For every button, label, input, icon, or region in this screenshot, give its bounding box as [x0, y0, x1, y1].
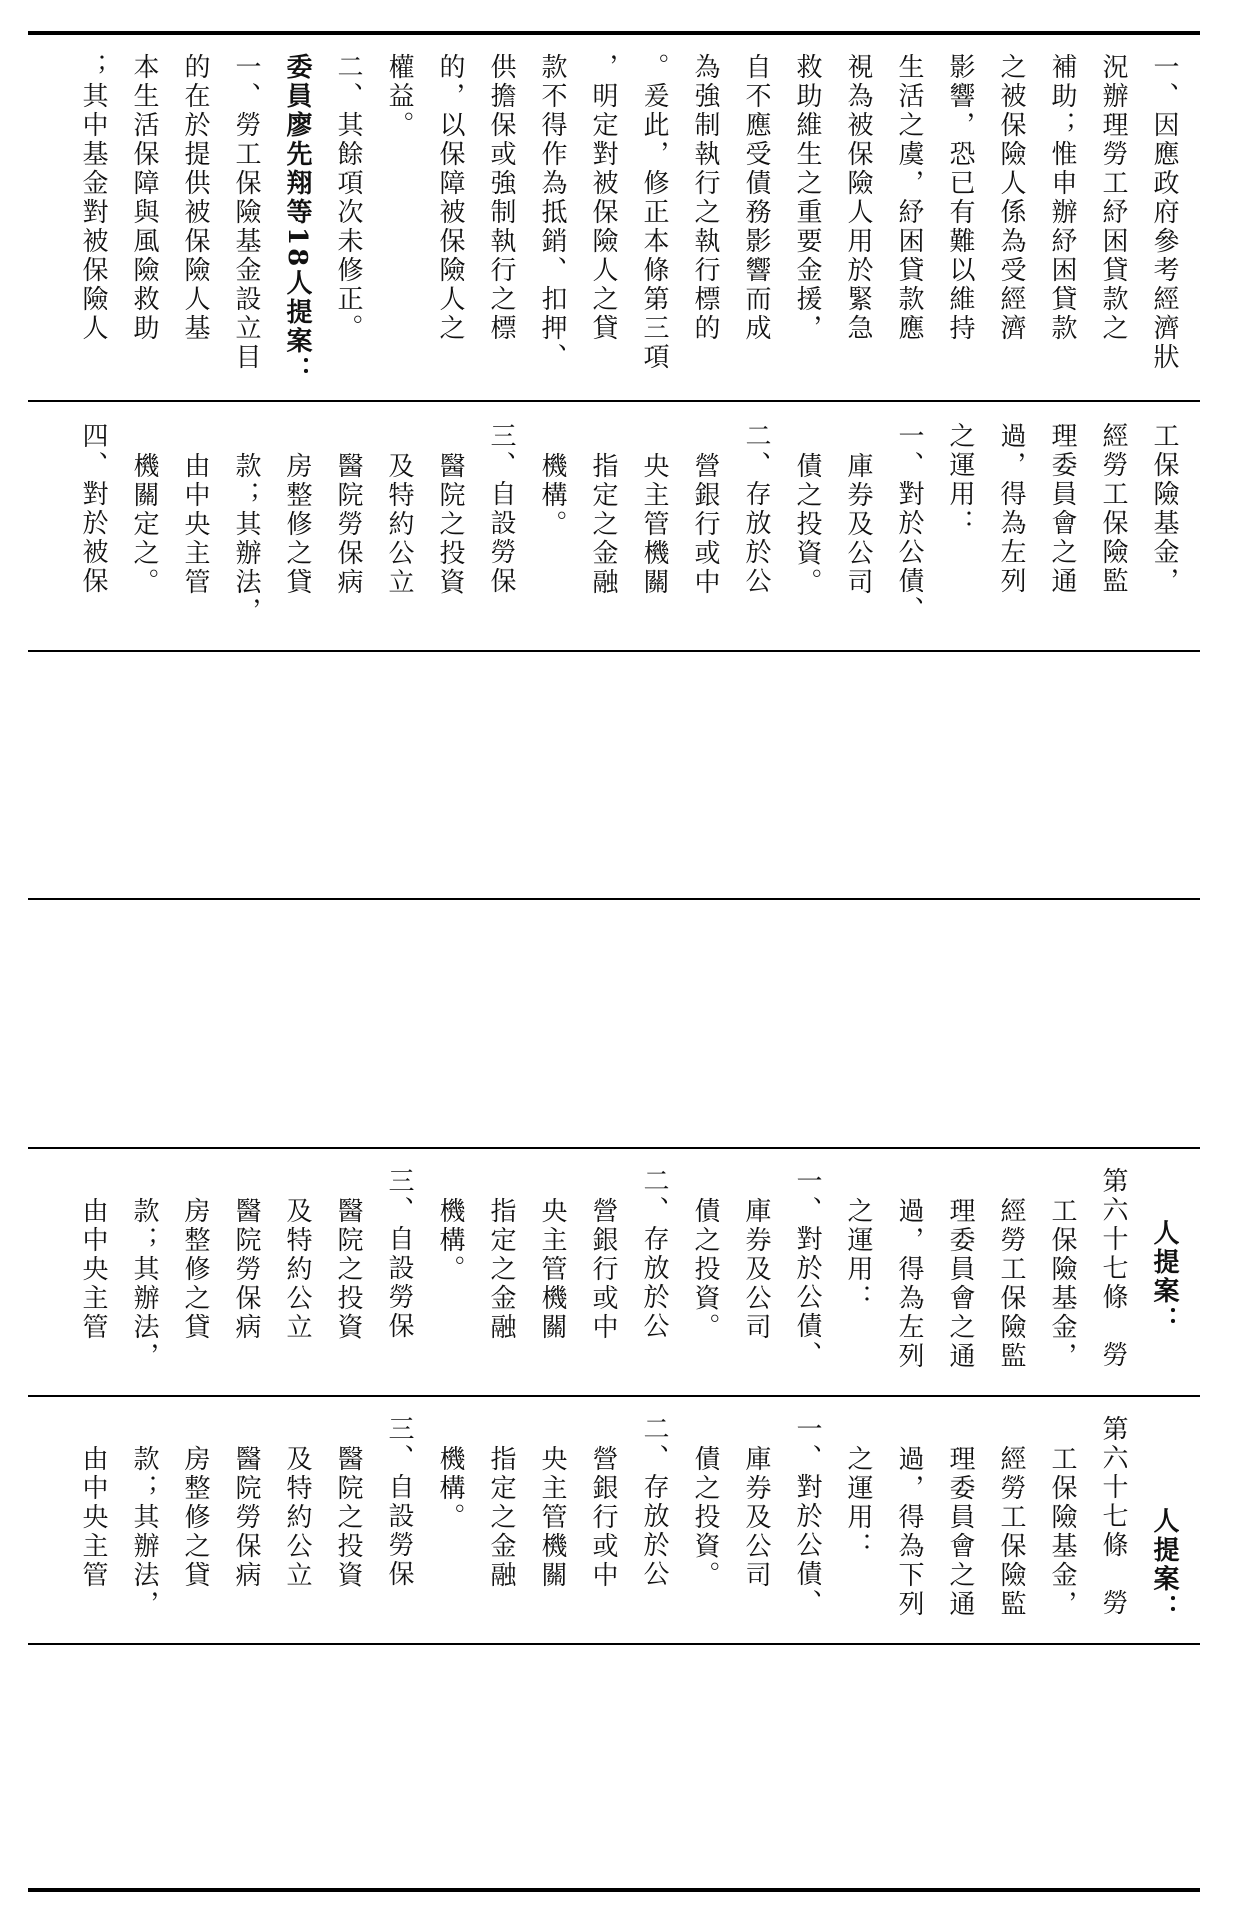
text-column: 三、自設勞保 [486, 422, 516, 596]
text-column: 央主管機關 [639, 452, 669, 597]
text-column: 自不應受債務影響而成 [741, 53, 771, 343]
text-column: 指定之金融 [588, 452, 618, 597]
text-column: 一、勞工保險基金設立目 [231, 53, 261, 372]
text-column: 醫院之投資 [435, 452, 465, 597]
text-column: 救助維生之重要金援， [792, 53, 822, 343]
bottom-rule [28, 1888, 1200, 1892]
empty-band-1 [28, 652, 1200, 898]
text-column: 醫院勞保病 [231, 1197, 261, 1342]
text-column: 機構。 [435, 1197, 465, 1284]
text-column: 理委員會之通 [1047, 422, 1077, 596]
text-column: 房整修之貸 [180, 1445, 210, 1590]
proposer-heading: 人提案： [1149, 1507, 1179, 1623]
text-column: 四、對於被保 [78, 422, 108, 596]
text-column: 款；其辦法， [129, 1445, 159, 1619]
text-column: 第六十七條 勞 [1098, 1415, 1128, 1618]
text-column: 款；其辦法， [129, 1197, 159, 1371]
text-column: 機構。 [537, 452, 567, 539]
text-column: 之運用： [843, 1197, 873, 1313]
text-column: 房整修之貸 [282, 452, 312, 597]
text-column: 經勞工保險監 [996, 1197, 1026, 1371]
text-column: 工保險基金， [1047, 1445, 1077, 1619]
text-column: 為強制執行之執行標的 [690, 53, 720, 343]
text-column: 營銀行或中 [690, 452, 720, 597]
text-column: 過，得為下列 [894, 1445, 924, 1619]
text-column: 的，以保障被保險人之 [435, 53, 465, 343]
text-column: 一、對於公債、 [792, 1167, 822, 1370]
text-column: 營銀行或中 [588, 1445, 618, 1590]
proposer-heading: 人提案： [1149, 1219, 1179, 1335]
text-column: 營銀行或中 [588, 1197, 618, 1342]
text-column: 庫券及公司 [741, 1197, 771, 1342]
empty-band-2 [28, 900, 1200, 1147]
text-column: 況辦理勞工紓困貸款之 [1098, 53, 1128, 343]
text-column: 過，得為左列 [996, 422, 1026, 596]
text-column: 之運用： [945, 422, 975, 538]
text-column: 理委員會之通 [945, 1445, 975, 1619]
text-column: 庫券及公司 [741, 1445, 771, 1590]
text-column: 房整修之貸 [180, 1197, 210, 1342]
text-column: 三、自設勞保 [384, 1167, 414, 1341]
text-column: 及特約公立 [282, 1197, 312, 1342]
explanation-panel [28, 35, 1200, 400]
text-column: 一、因應政府參考經濟狀 [1149, 53, 1179, 372]
text-column: 影響，恐已有難以維持 [945, 53, 975, 343]
text-column: 醫院勞保病 [333, 452, 363, 597]
text-column: 權益。 [384, 53, 414, 140]
text-column: 指定之金融 [486, 1197, 516, 1342]
text-column: 第六十七條 勞 [1098, 1167, 1128, 1370]
current-article-panel [28, 402, 1200, 650]
text-column: 。爰此，修正本條第三項 [639, 53, 669, 372]
text-column: 指定之金融 [486, 1445, 516, 1590]
text-column: 過，得為左列 [894, 1197, 924, 1371]
text-column: 補助；惟申辦紓困貸款 [1047, 53, 1077, 343]
text-column: 庫券及公司 [843, 452, 873, 597]
text-column: 之運用： [843, 1445, 873, 1561]
text-column: ；其中基金對被保險人 [78, 53, 108, 343]
proposal-panel-a [28, 1397, 1200, 1643]
text-column: 經勞工保險監 [996, 1445, 1026, 1619]
text-column: 及特約公立 [384, 452, 414, 597]
text-column: 工保險基金， [1149, 422, 1179, 596]
text-column: 機構。 [435, 1445, 465, 1532]
text-column: 債之投資。 [792, 452, 822, 597]
text-column: 一、對於公債、 [894, 422, 924, 625]
text-column: 一、對於公債、 [792, 1415, 822, 1618]
text-column: 二、存放於公 [639, 1167, 669, 1341]
proposal-panel-b [28, 1149, 1200, 1395]
text-column: 債之投資。 [690, 1445, 720, 1590]
text-column: 款；其辦法， [231, 452, 261, 626]
text-column: 央主管機關 [537, 1445, 567, 1590]
text-column: 機關定之。 [129, 452, 159, 597]
empty-band-3 [28, 1645, 1200, 1888]
text-column: 經勞工保險監 [1098, 422, 1128, 596]
text-column: 及特約公立 [282, 1445, 312, 1590]
text-column: ，明定對被保險人之貸 [588, 53, 618, 343]
proposer-heading: 委員廖先翔等18人提案： [282, 53, 312, 386]
text-column: 二、存放於公 [741, 422, 771, 596]
text-column: 由中央主管 [180, 452, 210, 597]
text-column: 二、存放於公 [639, 1415, 669, 1589]
text-column: 二、其餘項次未修正。 [333, 53, 363, 343]
text-column: 生活之虞，紓困貸款應 [894, 53, 924, 343]
text-column: 醫院之投資 [333, 1197, 363, 1342]
text-column: 三、自設勞保 [384, 1415, 414, 1589]
text-column: 醫院勞保病 [231, 1445, 261, 1590]
text-column: 工保險基金， [1047, 1197, 1077, 1371]
text-column: 理委員會之通 [945, 1197, 975, 1371]
text-column: 供擔保或強制執行之標 [486, 53, 516, 343]
text-column: 之被保險人係為受經濟 [996, 53, 1026, 343]
text-column: 的在於提供被保險人基 [180, 53, 210, 343]
text-column: 由中央主管 [78, 1445, 108, 1590]
text-column: 由中央主管 [78, 1197, 108, 1342]
text-column: 款不得作為抵銷、扣押、 [537, 53, 567, 372]
text-column: 本生活保障與風險救助 [129, 53, 159, 343]
text-column: 央主管機關 [537, 1197, 567, 1342]
text-column: 債之投資。 [690, 1197, 720, 1342]
text-column: 醫院之投資 [333, 1445, 363, 1590]
text-column: 視為被保險人用於緊急 [843, 53, 873, 343]
